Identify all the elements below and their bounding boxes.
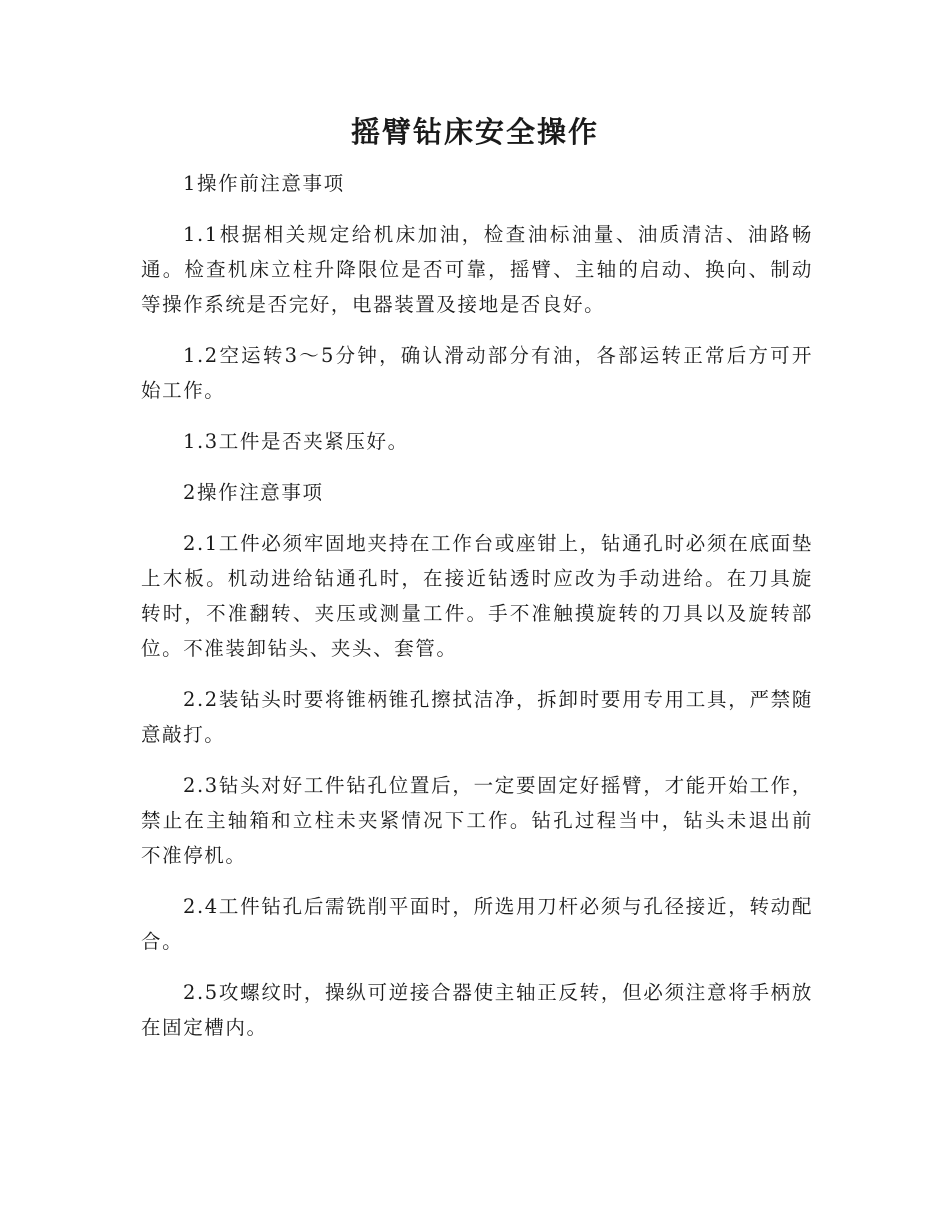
section-heading-2: 2操作注意事项	[183, 481, 324, 504]
paragraph-2-3: 2.3钻头对好工件钻孔位置后，一定要固定好摇臂，才能开始工作，禁止在主轴箱和立柱未夹紧情况下工作。钻孔过程当中，钻头未退出前不准停机。	[141, 774, 813, 867]
paragraph-1-3: 1.3工件是否夹紧压好。	[183, 430, 409, 453]
paragraph-2-1: 2.1工件必须牢固地夹持在工作台或座钳上，钻通孔时必须在底面垫上木板。机动进给钻通孔时，在接近钻透时应改为手动进给。在刀具旋转时，不准翻转、夹压或测量工件。手不准触摸旋转的刀具以及旋转部位。不准装卸钻头、夹头、套管。	[141, 532, 813, 660]
section-heading-1: 1操作前注意事项	[183, 172, 345, 195]
document-title: 摇臂钻床安全操作	[350, 115, 599, 149]
paragraph-2-5: 2.5攻螺纹时，操纵可逆接合器使主轴正反转，但必须注意将手柄放在固定槽内。	[141, 981, 813, 1039]
paragraph-1-2: 1.2空运转3～5分钟，确认滑动部分有油，各部运转正常后方可开始工作。	[141, 344, 813, 402]
paragraph-2-2: 2.2装钻头时要将锥柄锥孔擦拭洁净，拆卸时要用专用工具，严禁随意敲打。	[141, 688, 813, 746]
paragraph-2-4: 2.4工件钻孔后需铣削平面时，所选用刀杆必须与孔径接近，转动配合。	[141, 895, 813, 953]
paragraph-1-1: 1.1根据相关规定给机床加油，检查油标油量、油质清洁、油路畅通。检查机床立柱升降限位是否可靠，摇臂、主轴的启动、换向、制动等操作系统是否完好，电器装置及接地是否良好。	[141, 223, 813, 316]
document-body	[141, 166, 813, 1061]
